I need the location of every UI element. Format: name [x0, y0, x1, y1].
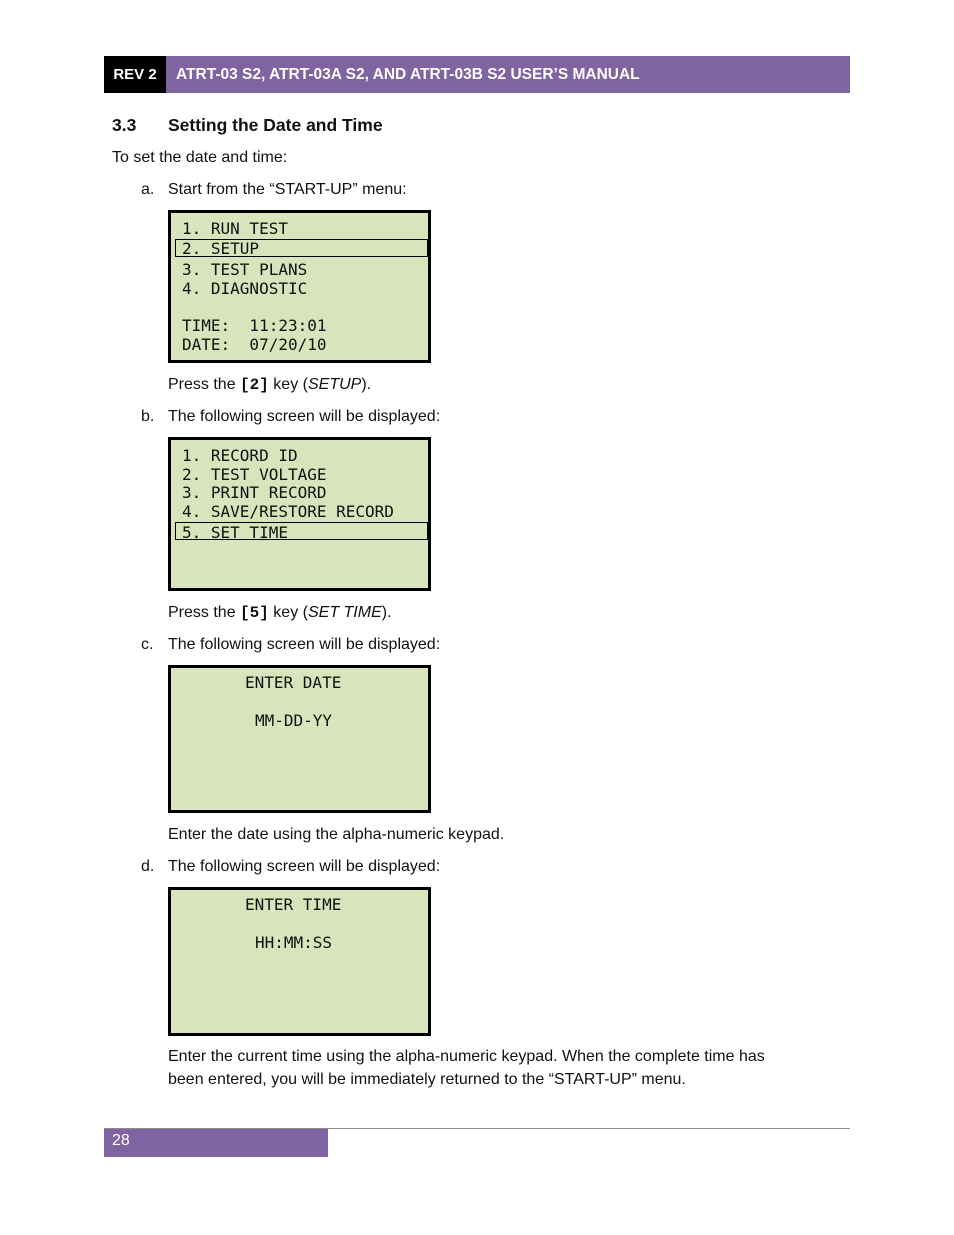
step-b-instruction: Press the [5] key (SET TIME). — [168, 604, 392, 622]
step-b-text: The following screen will be displayed: — [168, 408, 441, 425]
step-d-text: The following screen will be displayed: — [168, 858, 441, 875]
lcd-line: MM-DD-YY — [255, 711, 333, 730]
step-d-note-line: Enter the current time using the alpha-numeric keypad. When the complete time has — [168, 1048, 765, 1065]
lcd-line: ENTER DATE — [245, 673, 342, 692]
key-5: [5] — [240, 604, 269, 622]
lcd-line: 2. TEST VOLTAGE — [182, 465, 327, 484]
lcd-line: 5. SET TIME — [182, 523, 288, 542]
lcd-line: 4. SAVE/RESTORE RECORD — [182, 502, 394, 521]
lcd-line: 3. PRINT RECORD — [182, 483, 327, 502]
intro-text: To set the date and time: — [112, 149, 288, 166]
lcd-line: 1. RECORD ID — [182, 446, 298, 465]
step-d-marker: d. — [141, 858, 155, 875]
lcd-line: 1. RUN TEST — [182, 219, 288, 238]
section-number: 3.3 — [112, 115, 137, 135]
lcd-line: HH:MM:SS — [255, 933, 333, 952]
step-a-instruction: Press the [2] key (SETUP). — [168, 376, 372, 394]
lcd-line: TIME: 11:23:01 — [182, 316, 327, 335]
step-a-text: Start from the “START-UP” menu: — [168, 181, 407, 198]
lcd-line: DATE: 07/20/10 — [182, 335, 327, 354]
page-number: 28 — [104, 1129, 328, 1157]
step-a-marker: a. — [141, 181, 155, 198]
section-title: Setting the Date and Time — [168, 115, 383, 135]
lcd-enter-date — [168, 665, 431, 813]
step-c-marker: c. — [141, 636, 154, 653]
lcd-enter-time — [168, 887, 431, 1036]
manual-title: ATRT-03 S2, ATRT-03A S2, AND ATRT-03B S2 USER’S MANUAL — [166, 56, 850, 93]
lcd-line: 2. SETUP — [182, 239, 260, 258]
step-b-marker: b. — [141, 408, 155, 425]
lcd-line: ENTER TIME — [245, 895, 342, 914]
lcd-setup-menu — [168, 437, 431, 591]
revision-label: REV 2 — [104, 56, 166, 93]
page-header — [104, 56, 850, 93]
step-c-text: The following screen will be displayed: — [168, 636, 441, 653]
step-d-note-line: been entered, you will be immediately returned to the “START-UP” menu. — [168, 1071, 686, 1088]
lcd-startup-menu — [168, 210, 431, 363]
lcd-line: 3. TEST PLANS — [182, 260, 308, 279]
key-2: [2] — [240, 376, 269, 394]
lcd-line: 4. DIAGNOSTIC — [182, 279, 308, 298]
step-c-note: Enter the date using the alpha-numeric keypad. — [168, 826, 505, 843]
